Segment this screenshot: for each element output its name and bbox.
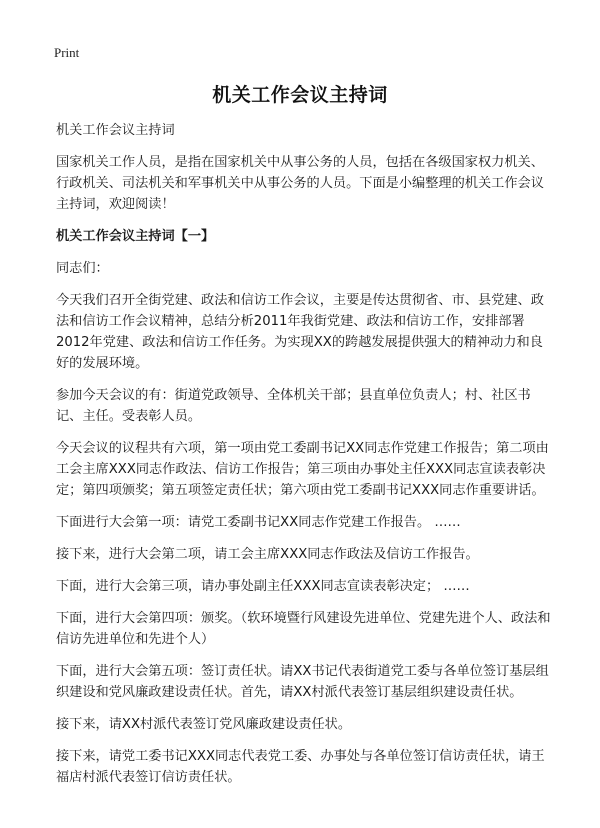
body-paragraph: 今天会议的议程共有六项，第一项由党工委副书记XX同志作党建工作报告；第二项由工会主席XXX同志作政法、信访工作报告；第三项由办事处主任XXX同志宣读表彰决定；第四项颁奖；第五项签定责任状；第六项由党工委副书记XXX同志作重要讲话。 — [56, 441, 549, 498]
subtitle-paragraph: 机关工作会议主持词 — [56, 123, 175, 138]
body-paragraph: 下面，进行大会第四项：颁奖。（软环境暨行风建设先进单位、党建先进个人、政法和信访先进单位和先进个人） — [56, 611, 551, 647]
body-paragraph: 下面，进行大会第五项：签订责任状。请XX书记代表街道党工委与各单位签订基层组织建设和党风廉政建设责任状。首先，请XX村派代表签订基层组织建设责任状。 — [56, 664, 549, 700]
salutation-paragraph: 同志们： — [56, 261, 109, 276]
intro-paragraph: 国家机关工作人员，是指在国家机关中从事公务的人员，包括在各级国家权力机关、行政机关、司法机关和军事机关中从事公务的人员。下面是小编整理的机关工作会议主持词，欢迎阅读！ — [56, 155, 544, 212]
document-body — [56, 120, 552, 799]
body-paragraph: 下面进行大会第一项：请党工委副书记XX同志作党建工作报告。 …… — [56, 515, 461, 530]
document-title: 机关工作会议主持词 — [212, 84, 388, 106]
section-heading: 机关工作会议主持词【一】 — [56, 229, 215, 244]
body-paragraph: 今天我们召开全街党建、政法和信访工作会议，主要是传达贯彻省、市、县党建、政法和信访工作会议精神，总结分析2011年我街党建、政法和信访工作，安排部署2012年党建、政法和信访工作任务。为实现XX的跨越发展提供强大的精神动力和良好的发展环境。 — [56, 293, 544, 371]
body-paragraph: 接下来，请XX村派代表签订党风廉政建设责任状。 — [56, 717, 352, 732]
print-link[interactable]: Print — [54, 45, 80, 60]
body-paragraph: 接下来，请党工委书记XXX同志代表党工委、办事处与各单位签订信访责任状，请王福店村派代表签订信访责任状。 — [56, 749, 545, 785]
body-paragraph: 参加今天会议的有：街道党政领导、全体机关干部；县直单位负责人；村、社区书记、主任。受表彰人员。 — [56, 388, 531, 424]
body-paragraph: 接下来，进行大会第二项，请工会主席XXX同志作政法及信访工作报告。 — [56, 547, 479, 562]
body-paragraph: 下面，进行大会第三项，请办事处副主任XXX同志宣读表彰决定； …… — [56, 579, 470, 594]
